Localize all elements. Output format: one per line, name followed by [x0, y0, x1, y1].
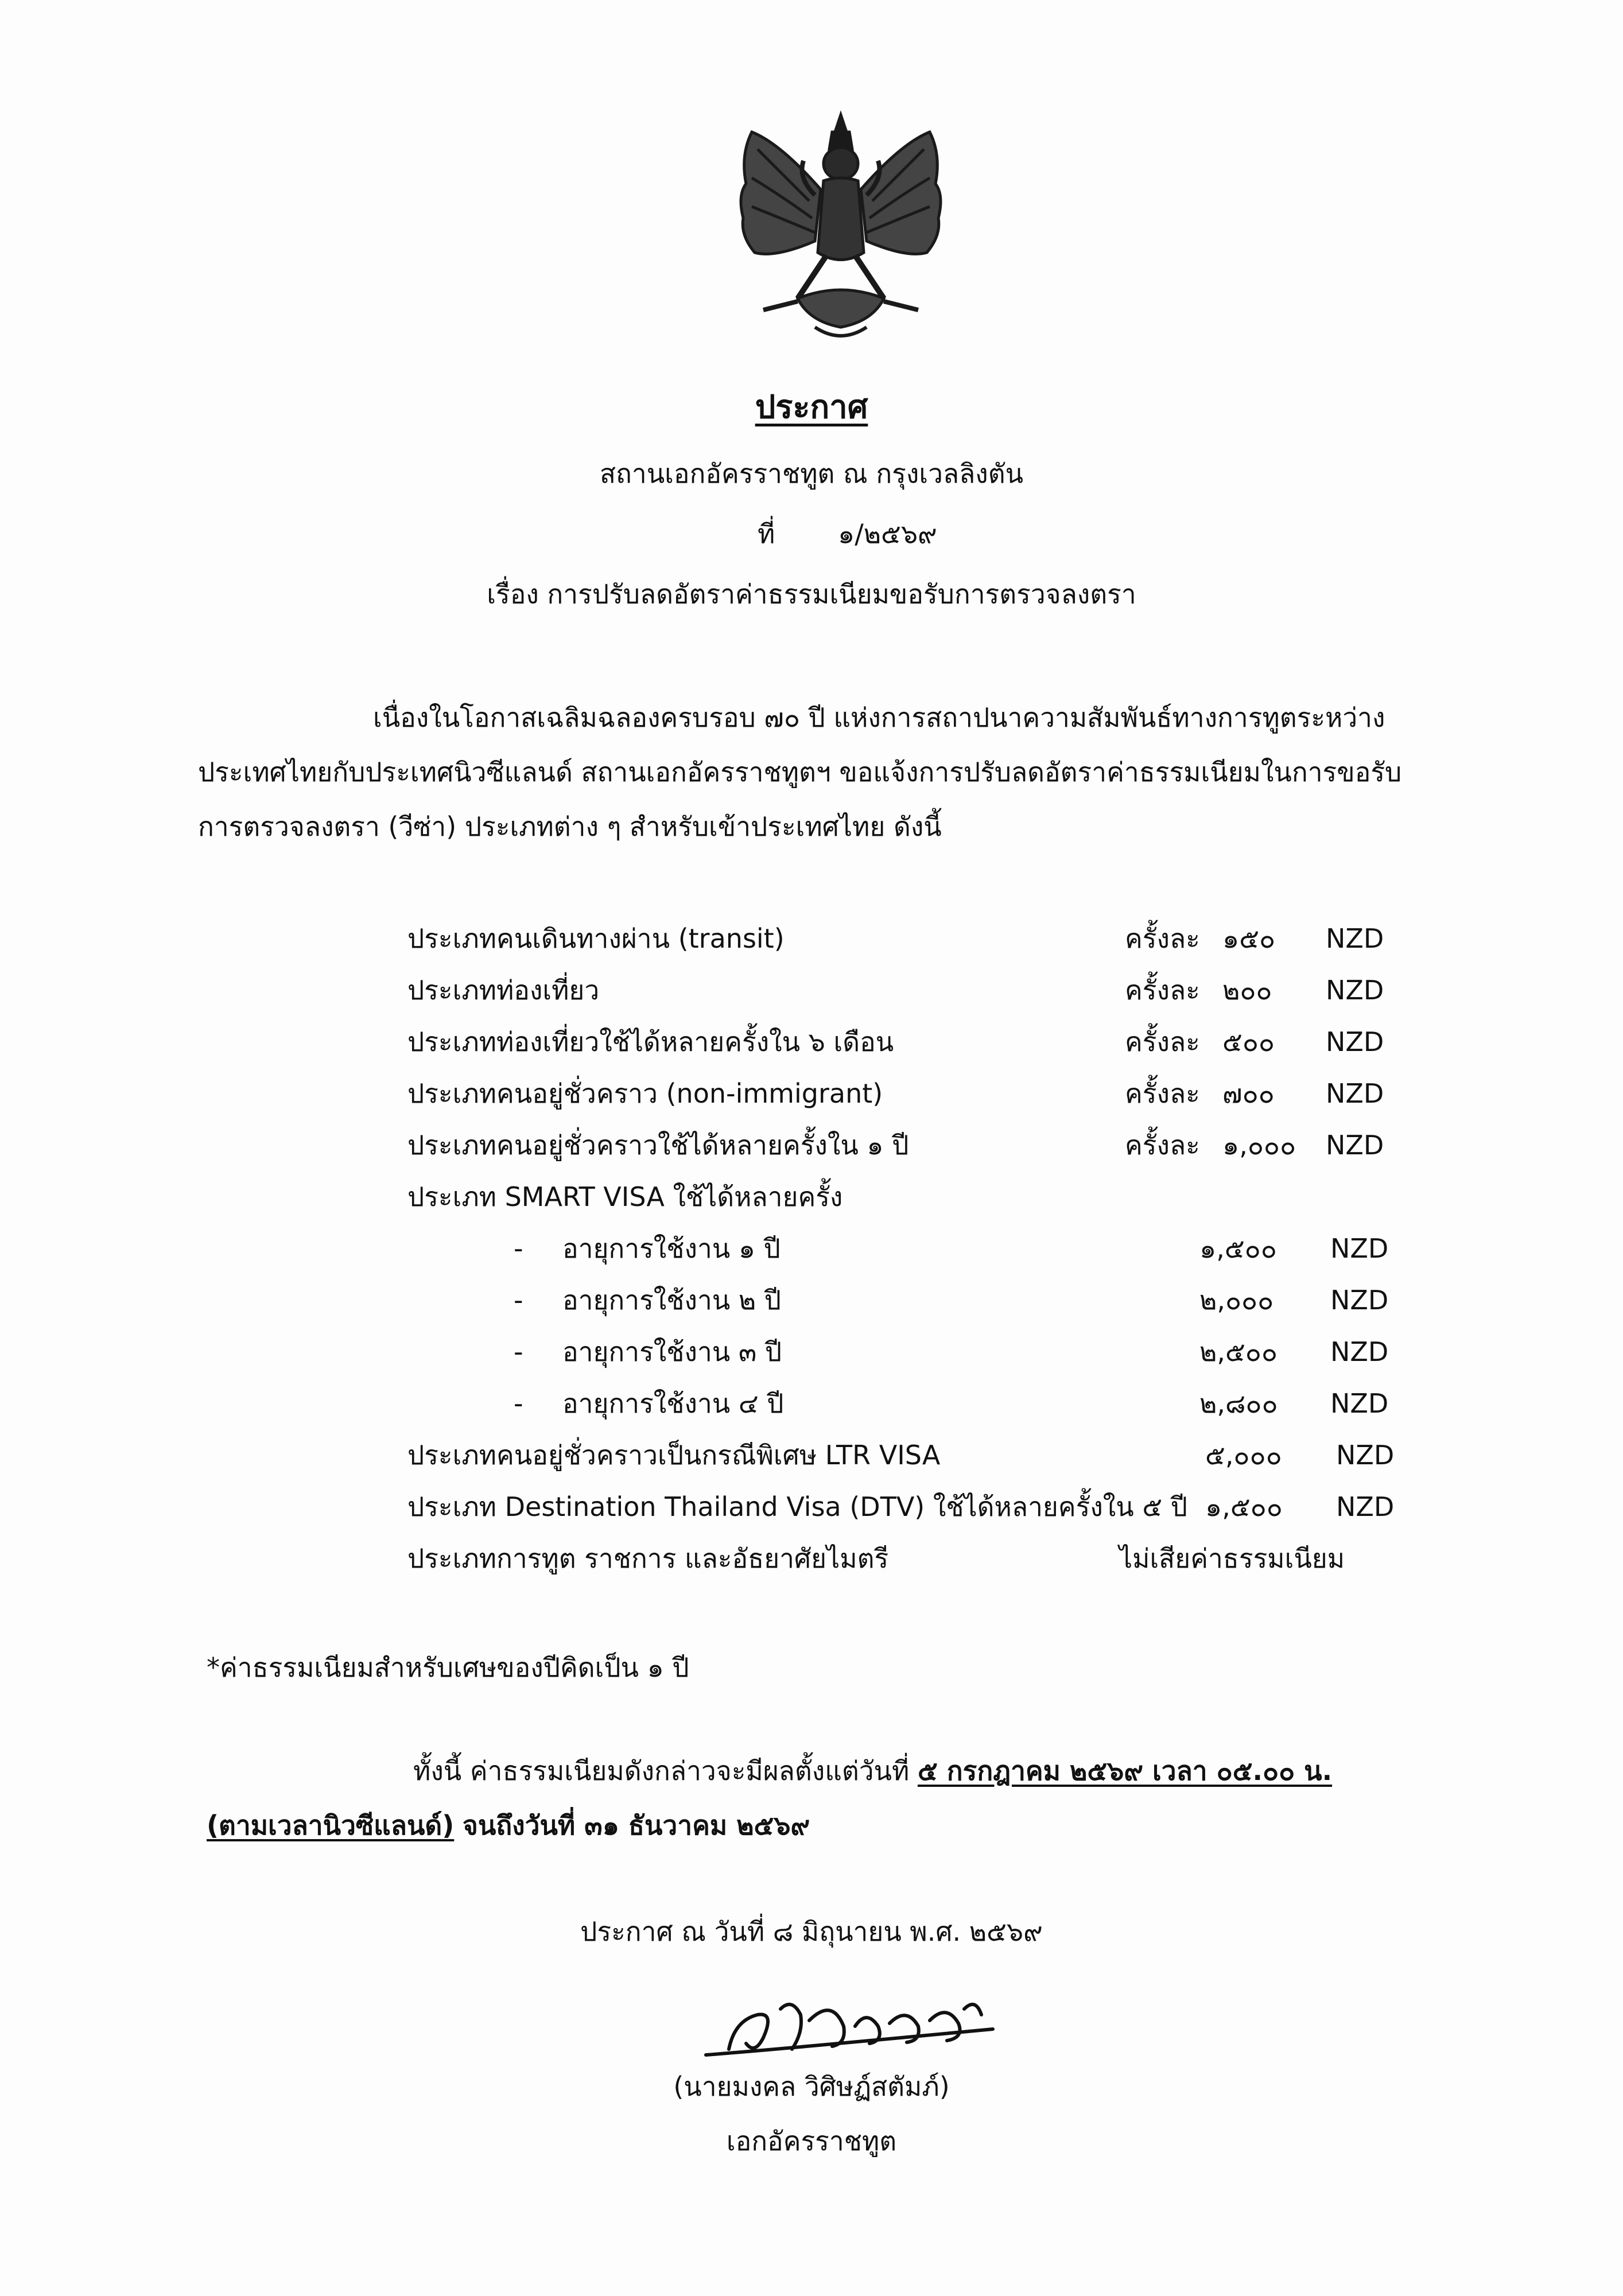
garuda-emblem-icon — [729, 109, 953, 350]
fee-currency: NZD — [1330, 1285, 1389, 1316]
smart-visa-item — [0, 1386, 1623, 1421]
fee-amount: ๒,๐๐๐ — [1199, 1285, 1274, 1316]
fee-currency: NZD — [1336, 1491, 1395, 1522]
fee-row — [0, 1076, 1623, 1111]
signatory-position: เอกอัครราชทูต — [726, 2126, 897, 2157]
smart-visa-term: อายุการใช้งาน ๓ ปี — [562, 1336, 782, 1367]
smart-visa-heading — [0, 1180, 1623, 1214]
fee-label: ประเภทท่องเที่ยวใช้ได้หลายครั้งใน ๖ เดือน — [407, 1026, 894, 1057]
effective-line-1 — [413, 1754, 1332, 1788]
fee-amount: ๑,๕๐๐ — [1205, 1491, 1283, 1522]
intro-line-1: เนื่องในโอกาสเฉลิมฉลองครบรอบ ๗๐ ปี แห่งการสถาปนาความสัมพันธ์ทางการทูตระหว่าง — [373, 702, 1385, 733]
signature-icon — [694, 1975, 1004, 2078]
fee-row — [0, 973, 1623, 1007]
smart-visa-item — [0, 1283, 1623, 1317]
signatory-name: (นายมงคล วิศิษฏ์สตัมภ์) — [673, 2071, 950, 2102]
smart-visa-item — [0, 1231, 1623, 1266]
fee-currency: NZD — [1326, 923, 1384, 954]
list-dash: - — [514, 1233, 523, 1264]
fee-row — [0, 1025, 1623, 1059]
fee-amount: ๕๐๐ — [1222, 1026, 1275, 1057]
effective-start-date: ๕ กรกฎาคม ๒๕๖๙ เวลา ๐๕.๐๐ น. — [917, 1755, 1333, 1786]
fee-amount: ๗๐๐ — [1222, 1078, 1275, 1109]
fee-per: ครั้งละ — [1125, 1130, 1200, 1161]
fee-exempt-note: ไม่เสียค่าธรรมเนียม — [1119, 1543, 1345, 1574]
intro-line-2: ประเทศไทยกับประเทศนิวซีแลนด์ สถานเอกอัครราชทูตฯ ขอแจ้งการปรับลดอัตราค่าธรรมเนียมในการขอรับ — [198, 757, 1402, 788]
fee-currency: NZD — [1326, 1130, 1384, 1161]
fee-currency: NZD — [1330, 1233, 1389, 1264]
number-label: ที่ — [758, 518, 775, 549]
smart-visa-term: อายุการใช้งาน ๒ ปี — [562, 1285, 781, 1316]
fee-currency: NZD — [1330, 1388, 1389, 1419]
fee-currency: NZD — [1326, 1026, 1384, 1057]
fee-row — [0, 1438, 1623, 1472]
list-dash: - — [514, 1388, 523, 1419]
fee-amount: ๕,๐๐๐ — [1205, 1440, 1282, 1471]
list-dash: - — [514, 1285, 523, 1316]
smart-visa-term: อายุการใช้งาน ๑ ปี — [562, 1233, 781, 1264]
fee-label: ประเภทคนเดินทางผ่าน (transit) — [407, 923, 785, 954]
fee-per: ครั้งละ — [1125, 975, 1200, 1006]
effective-timezone: (ตามเวลานิวซีแลนด์) — [207, 1810, 455, 1841]
issuer: สถานเอกอัครราชทูต ณ กรุงเวลลิงตัน — [599, 458, 1024, 489]
fee-label: ประเภทคนอยู่ชั่วคราว (non-immigrant) — [407, 1078, 883, 1109]
fee-amount: ๑๕๐ — [1222, 923, 1276, 954]
announcement-date: ประกาศ ณ วันที่ ๘ มิถุนายน พ.ศ. ๒๕๖๙ — [580, 1916, 1043, 1947]
fee-currency: NZD — [1330, 1336, 1389, 1367]
fee-per: ครั้งละ — [1125, 1026, 1200, 1057]
intro-line-3: การตรวจลงตรา (วีซ่า) ประเภทต่าง ๆ สำหรับเข้าประเทศไทย ดังนี้ — [198, 811, 942, 842]
fee-currency: NZD — [1326, 1078, 1384, 1109]
fee-label: ประเภทท่องเที่ยว — [407, 975, 600, 1006]
fee-label: ประเภทการทูต ราชการ และอัธยาศัยไมตรี — [407, 1543, 889, 1574]
fee-label: ประเภทคนอยู่ชั่วคราวใช้ได้หลายครั้งใน ๑ ปี — [407, 1130, 909, 1161]
fee-per: ครั้งละ — [1125, 1078, 1200, 1109]
smart-visa-item — [0, 1335, 1623, 1369]
fee-per: ครั้งละ — [1125, 923, 1200, 954]
fee-currency: NZD — [1336, 1440, 1395, 1471]
number-value: ๑/๒๕๖๙ — [838, 518, 937, 549]
fee-amount: ๒,๕๐๐ — [1199, 1336, 1278, 1367]
fee-row — [0, 1541, 1623, 1576]
subject: เรื่อง การปรับลดอัตราค่าธรรมเนียมขอรับการตรวจลงตรา — [487, 579, 1136, 610]
smart-visa-label: ประเภท SMART VISA ใช้ได้หลายครั้ง — [407, 1181, 843, 1212]
footnote: *ค่าธรรมเนียมสำหรับเศษของปีคิดเป็น ๑ ปี — [207, 1652, 689, 1683]
fee-amount: ๑,๐๐๐ — [1222, 1130, 1296, 1161]
fee-label: ประเภท Destination Thailand Visa (DTV) ใช้ได้หลายครั้งใน ๕ ปี — [407, 1491, 1187, 1522]
fee-currency: NZD — [1326, 975, 1384, 1006]
effective-lead: ทั้งนี้ ค่าธรรมเนียมดังกล่าวจะมีผลตั้งแต่วันที่ — [413, 1755, 910, 1786]
fee-amount: ๑,๕๐๐ — [1199, 1233, 1277, 1264]
list-dash: - — [514, 1336, 523, 1367]
fee-row — [0, 1128, 1623, 1162]
fee-row — [0, 921, 1623, 956]
effective-until: จนถึงวันที่ ๓๑ ธันวาคม ๒๕๖๙ — [462, 1810, 810, 1841]
page-title: ประกาศ — [755, 389, 868, 426]
fee-amount: ๒,๘๐๐ — [1199, 1388, 1278, 1419]
fee-amount: ๒๐๐ — [1222, 975, 1272, 1006]
effective-line-2 — [207, 1808, 810, 1843]
smart-visa-term: อายุการใช้งาน ๔ ปี — [562, 1388, 784, 1419]
fee-row — [0, 1490, 1623, 1524]
fee-label: ประเภทคนอยู่ชั่วคราวเป็นกรณีพิเศษ LTR VISA — [407, 1440, 941, 1471]
